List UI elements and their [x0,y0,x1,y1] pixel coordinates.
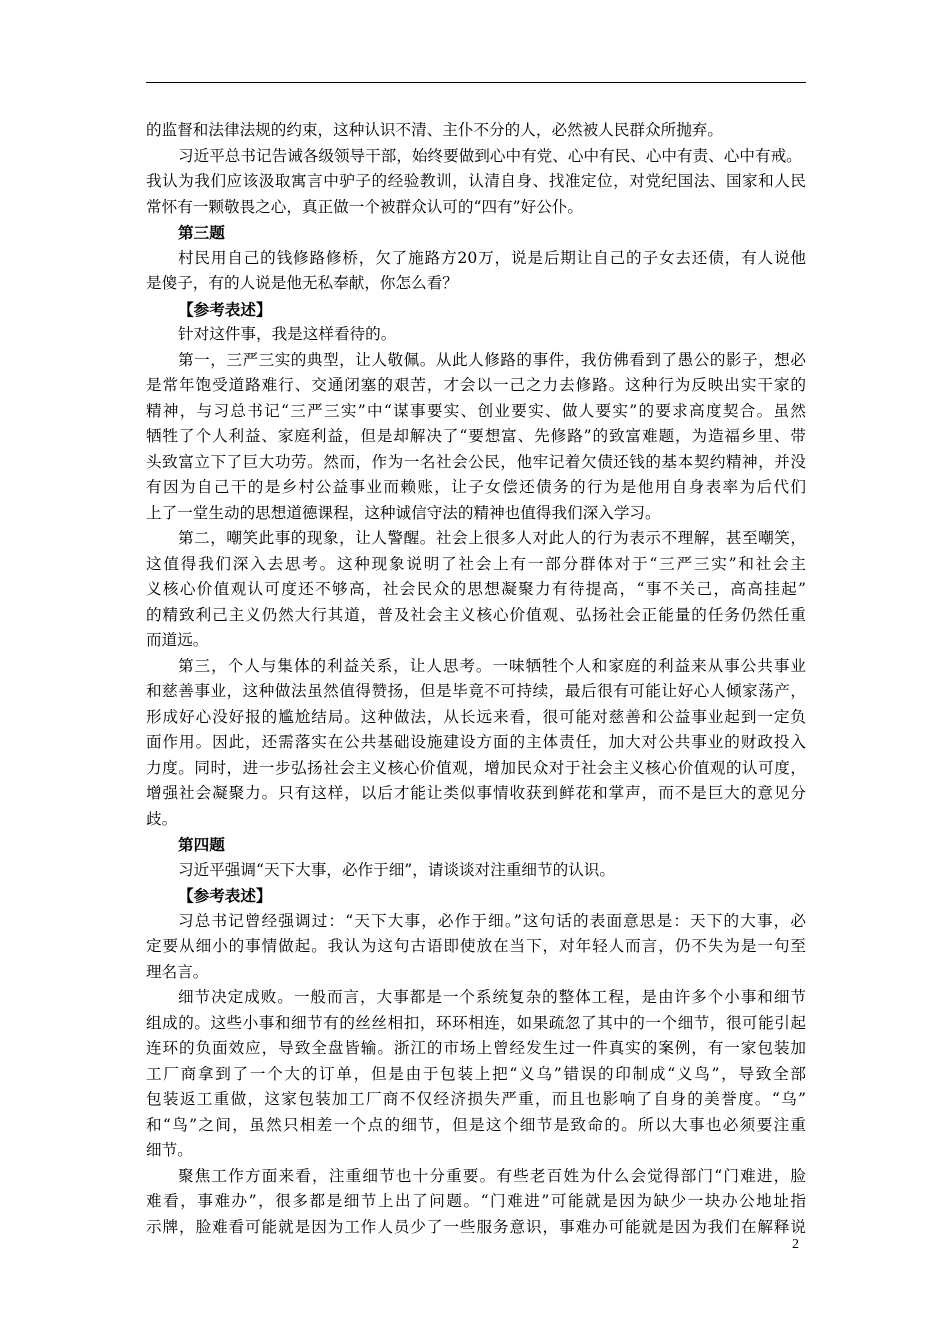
text-line: 习近平强调“天下大事，必作于细”，请谈谈对注重细节的认识。 [178,860,615,879]
text-line: 第二，嘲笑此事的现象，让人警醒。社会上很多人对此人的行为表示不理解，甚至嘲笑， [178,529,806,547]
section-heading: 【参考表述】 [178,886,272,905]
section-heading: 第三题 [178,223,225,242]
text-line: 聚焦工作方面来看，注重细节也十分重要。有些老百姓为什么会觉得部门“门难进，脸 [178,1166,806,1185]
text-line: 是常年饱受道路难行、交通闭塞的艰苦，才会以一己之力去修路。这种行为反映出实干家的 [146,376,806,394]
text-line: 定要从细小的事情做起。我认为这句古语即使放在当下，对年轻人而言，仍不失为是一句至 [146,937,806,955]
text-line: 包装返工重做，这家包装加工厂商不仅经济损失严重，而且也影响了自身的美誉度。“乌” [146,1090,806,1108]
page-number: 2 [792,1237,799,1252]
text-line: 牺牲了个人利益、家庭利益，但是却解决了“要想富、先修路”的致富难题，为造福乡里、带 [146,427,806,445]
text-line: 面作用。因此，还需落实在公共基础设施建设方面的主体责任，加大对公共事业的财政投入 [146,733,806,751]
text-line: 村民用自己的钱修路修桥，欠了施路方20万，说是后期让自己的子女去还债，有人说他 [178,248,806,267]
text-line: 细节决定成败。一般而言，大事都是一个系统复杂的整体工程，是由许多个小事和细节 [178,988,806,1006]
text-line: 头致富立下了巨大功劳。然而，作为一名社会公民，他牢记着欠债还钱的基本契约精神，并没 [146,452,806,471]
section-heading: 【参考表述】 [178,299,272,319]
text-line: 工厂商拿到了一个大的订单，但是由于包装上把“义乌”错误的印制成“义鸟”，导致全部 [146,1064,806,1083]
text-line: 的精致利己主义仍然大行其道，普及社会主义核心价值观、弘扬社会正能量的任务仍然任重 [146,605,806,624]
text-line: 第三，个人与集体的利益关系，让人思考。一味牺牲个人和家庭的利益来从事公共事业 [178,656,806,675]
text-line: 第一，三严三实的典型，让人敬佩。从此人修路的事件，我仿佛看到了愚公的影子，想必 [178,350,806,369]
text-line: 上了一堂生动的思想道德课程，这种诚信守法的精神也值得我们深入学习。 [146,503,661,522]
text-line: 力度。同时，进一步弘扬社会主义核心价值观，增加民众对于社会主义核心价值观的认可度， [146,758,806,777]
text-line: 我认为我们应该汲取寓言中驴子的经验教训，认清自身、找准定位，对党纪国法、国家和人民 [146,172,806,190]
text-line: 增强社会凝聚力。只有这样，以后才能让类似事情收获到鲜花和掌声，而不是巨大的意见分 [146,784,806,802]
text-line: 习近平总书记告诫各级领导干部，始终要做到心中有党、心中有民、心中有责、心中有戒。 [178,146,802,165]
text-line: 理名言。 [146,962,209,981]
text-line: 针对这件事，我是这样看待的。 [178,325,397,343]
text-line: 示牌，脸难看可能就是因为工作人员少了一些服务意识，事难办可能就是因为我们在解释说 [146,1217,806,1236]
text-line: 连环的负面效应，导致全盘皆输。浙江的市场上曾经发生过一件真实的案例，有一家包装加 [146,1039,806,1057]
text-line: 的监督和法律法规的约束，这种认识不清、主仆不分的人，必然被人民群众所抛弃。 [146,121,723,139]
text-line: 歧。 [146,809,178,828]
header-rule [146,82,806,83]
text-line: 精神，与习总书记“三严三实”中“谋事要实、创业要实、做人要实”的要求高度契合。虽然 [146,401,806,420]
text-line: 和慈善事业，这种做法虽然值得赞扬，但是毕竟不可持续，最后很有可能让好心人倾家荡产， [146,682,806,700]
text-line: 细节。 [146,1141,193,1159]
text-line: 常怀有一颗敬畏之心，真正做一个被群众认可的“四有”好公仆。 [146,197,583,216]
section-heading: 第四题 [178,835,225,854]
text-line: 而道远。 [146,631,209,649]
text-line: 这值得我们深入去思考。这种现象说明了社会上有一部分群体对于“三严三实”和社会主 [146,554,806,573]
text-line: 是傻子，有的人说是他无私奉献，你怎么看？ [146,274,458,292]
text-line: 组成的。这些小事和细节有的丝丝相扣，环环相连，如果疏忽了其中的一个细节，很可能引起 [146,1013,806,1032]
text-line: 形成好心没好报的尴尬结局。这种做法，从长远来看，很可能对慈善和公益事业起到一定负 [146,707,806,726]
document-body [146,118,806,1240]
text-line: 和“鸟”之间，虽然只相差一个点的细节，但是这个细节是致命的。所以大事也必须要注重 [146,1115,806,1134]
text-line: 习总书记曾经强调过：“天下大事，必作于细。”这句话的表面意思是：天下的大事，必 [178,911,806,930]
text-line: 义核心价值观认可度还不够高，社会民众的思想凝聚力有待提高，“事不关己，高高挂起” [146,580,806,598]
text-line: 有因为自己干的是乡村公益事业而赖账，让子女偿还债务的行为是他用自身表率为后代们 [146,478,806,496]
text-line: 难看，事难办”，很多都是细节上出了问题。“门难进”可能就是因为缺少一块办公地址指 [146,1192,806,1210]
